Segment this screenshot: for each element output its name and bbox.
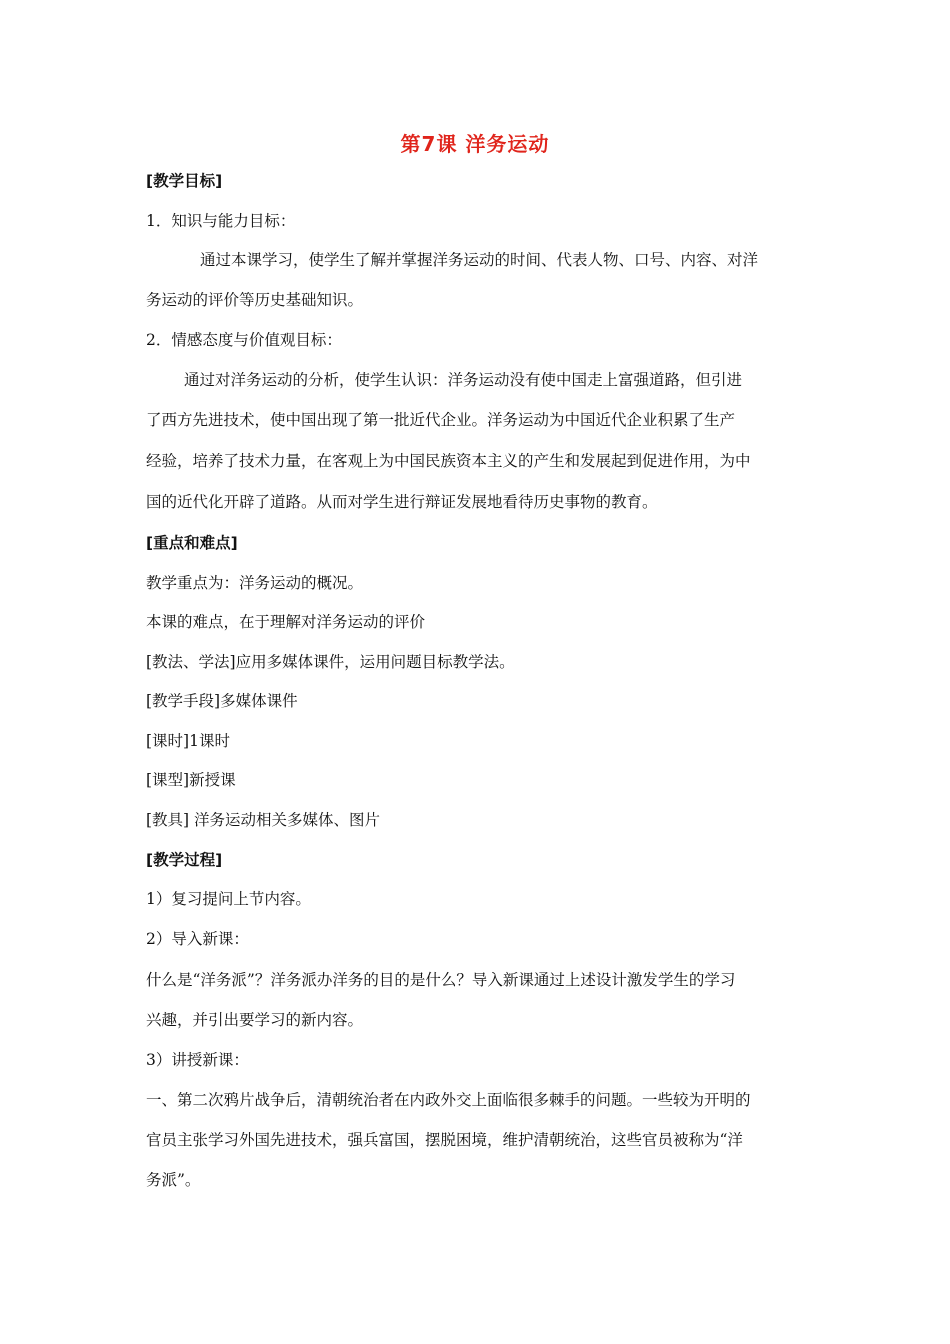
lesson-body-text: 务派”。 [146, 1171, 201, 1189]
section-heading-focus: [重点和难点] [146, 534, 238, 552]
teaching-means: [教学手段]多媒体课件 [146, 692, 298, 710]
lesson-body-text: 官员主张学习外国先进技术，强兵富国，摆脱困境，维护清朝统治，这些官员被称为“洋 [146, 1131, 743, 1149]
objective-1-text: 务运动的评价等历史基础知识。 [146, 291, 364, 309]
objective-1-label: 1．知识与能力目标： [146, 212, 296, 230]
objective-2-text: 通过对洋务运动的分析，使学生认识：洋务运动没有使中国走上富强道路，但引进 [184, 371, 743, 389]
intro-text: 什么是“洋务派”？洋务派办洋务的目的是什么？导入新课通过上述设计激发学生的学习 [146, 971, 736, 989]
teaching-tools: [教具] 洋务运动相关多媒体、图片 [146, 811, 381, 829]
objective-1-text: 通过本课学习，使学生了解并掌握洋务运动的时间、代表人物、口号、内容、对洋 [200, 251, 759, 269]
process-step-2: 2）导入新课： [146, 930, 249, 948]
lesson-body-text: 一、第二次鸦片战争后，清朝统治者在内政外交上面临很多棘手的问题。一些较为开明的 [146, 1091, 751, 1109]
difficult-point: 本课的难点，在于理解对洋务运动的评价 [146, 613, 426, 631]
lesson-type: [课型]新授课 [146, 771, 236, 789]
objective-2-text: 了西方先进技术，使中国出现了第一批近代企业。洋务运动为中国近代企业积累了生产 [146, 411, 736, 429]
section-heading-process: [教学过程] [146, 851, 223, 869]
process-step-3: 3）讲授新课： [146, 1051, 249, 1069]
class-hours: [课时]1课时 [146, 732, 230, 750]
section-heading-objectives: [教学目标] [146, 172, 223, 190]
objective-2-text: 经验，培养了技术力量，在客观上为中国民族资本主义的产生和发展起到促进作用，为中 [146, 452, 751, 470]
process-step-1: 1）复习提问上节内容。 [146, 890, 311, 908]
objective-2-label: 2．情感态度与价值观目标： [146, 331, 342, 349]
objective-2-text: 国的近代化开辟了道路。从而对学生进行辩证发展地看待历史事物的教育。 [146, 493, 658, 511]
intro-text: 兴趣，并引出要学习的新内容。 [146, 1011, 364, 1029]
page-title: 第7课 洋务运动 [400, 132, 550, 156]
teaching-method: [教法、学法]应用多媒体课件，运用问题目标教学法。 [146, 653, 515, 671]
key-point: 教学重点为：洋务运动的概况。 [146, 574, 364, 592]
